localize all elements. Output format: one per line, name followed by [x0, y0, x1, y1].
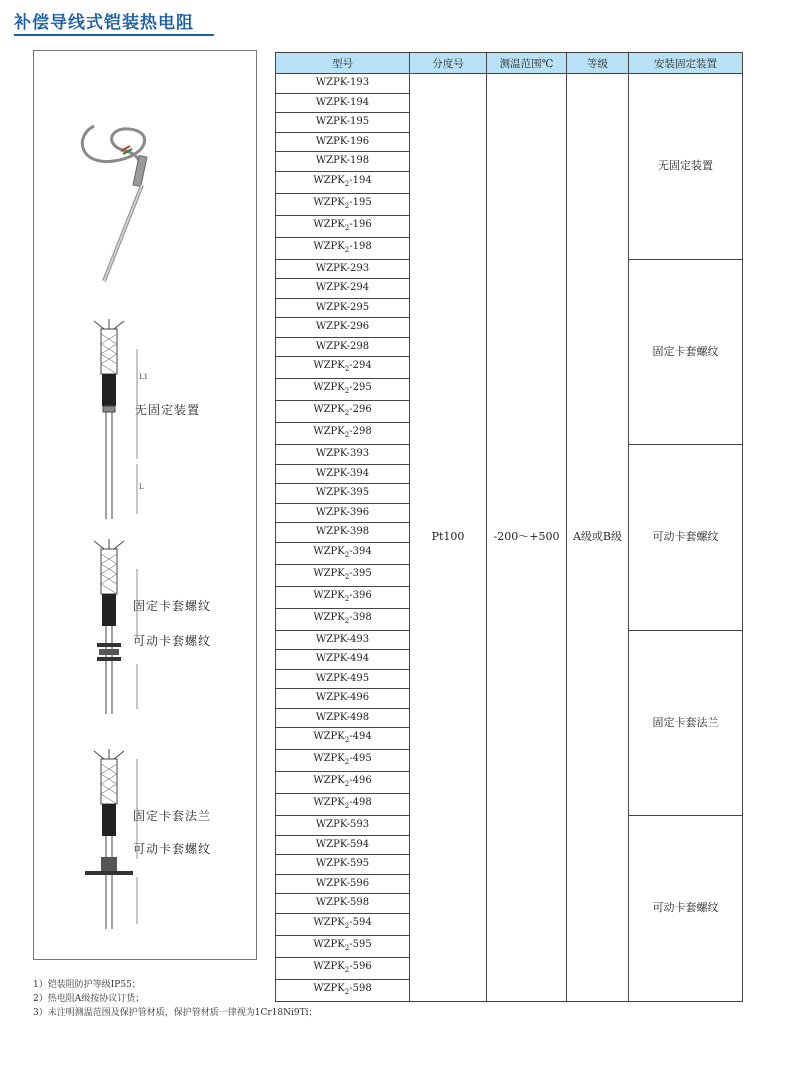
model-cell: $WZPK_2-294$	[276, 357, 410, 379]
model-cell: WZPK-494	[276, 650, 410, 670]
model-cell: WZPK-198	[276, 152, 410, 172]
range-cell: -200～+500	[487, 74, 567, 1002]
sensor-cable-drawing	[34, 51, 256, 301]
model-cell: $WZPK_2-194$	[276, 171, 410, 193]
model-cell: $WZPK_2-594$	[276, 913, 410, 935]
model-cell: WZPK-398	[276, 523, 410, 543]
model-cell: WZPK-194	[276, 93, 410, 113]
model-cell: $WZPK_2-495$	[276, 750, 410, 772]
model-cell: WZPK-593	[276, 816, 410, 836]
model-cell: WZPK-496	[276, 689, 410, 709]
footnote-2: 2）热电阻A级按协议订货；	[33, 994, 145, 1004]
model-cell: $WZPK_2-596$	[276, 957, 410, 979]
model-cell: WZPK-595	[276, 855, 410, 875]
mount-cell: 固定卡套螺纹	[629, 259, 743, 445]
model-cell: $WZPK_2-198$	[276, 237, 410, 259]
model-cell: $WZPK_2-298$	[276, 423, 410, 445]
label-no-fixing: 无固定装置	[135, 403, 201, 417]
model-cell: WZPK-396	[276, 503, 410, 523]
model-cell: WZPK-395	[276, 484, 410, 504]
model-cell: WZPK-596	[276, 874, 410, 894]
model-cell: $WZPK_2-496$	[276, 772, 410, 794]
model-cell: WZPK-195	[276, 113, 410, 133]
model-cell: WZPK-394	[276, 464, 410, 484]
model-cell: WZPK-294	[276, 279, 410, 299]
model-cell: $WZPK_2-195$	[276, 193, 410, 215]
header-model: 型号	[276, 53, 410, 74]
probe-drawing-thread	[59, 539, 159, 719]
footnote-1: 1）铠装阻防护等级IP55；	[33, 980, 141, 990]
model-cell: $WZPK_2-494$	[276, 728, 410, 750]
mount-cell: 无固定装置	[629, 74, 743, 260]
model-cell: WZPK-493	[276, 630, 410, 650]
model-cell: $WZPK_2-295$	[276, 379, 410, 401]
model-cell: WZPK-293	[276, 259, 410, 279]
table-header-row	[276, 53, 743, 74]
spec-table	[275, 52, 743, 1002]
diagram-panel	[33, 50, 257, 960]
page-title: 补偿导线式铠装热电阻	[14, 13, 194, 33]
header-index-no: 分度号	[410, 53, 487, 74]
model-cell: $WZPK_2-398$	[276, 608, 410, 630]
model-cell: $WZPK_2-595$	[276, 935, 410, 957]
model-cell: WZPK-193	[276, 74, 410, 94]
mount-cell: 可动卡套螺纹	[629, 816, 743, 1002]
label-movable-thread: 可动卡套螺纹	[133, 634, 212, 648]
header-mount: 安装固定装置	[629, 53, 743, 74]
model-cell: WZPK-498	[276, 708, 410, 728]
probe-drawing-no-fixing	[59, 319, 159, 519]
model-cell: $WZPK_2-598$	[276, 979, 410, 1001]
model-cell: WZPK-495	[276, 669, 410, 689]
model-cell: $WZPK_2-394$	[276, 542, 410, 564]
footnotes	[33, 978, 317, 1020]
footnote-3: 3）未注明测温范围及保护管材质，保护管材质一律视为1Cr18Ni9Ti；	[33, 1008, 318, 1018]
model-cell: $WZPK_2-196$	[276, 215, 410, 237]
model-cell: WZPK-594	[276, 835, 410, 855]
model-cell: $WZPK_2-296$	[276, 401, 410, 423]
model-cell: WZPK-296	[276, 318, 410, 338]
model-cell: WZPK-196	[276, 132, 410, 152]
model-cell: WZPK-295	[276, 298, 410, 318]
model-cell: $WZPK_2-396$	[276, 586, 410, 608]
model-cell: $WZPK_2-395$	[276, 564, 410, 586]
label-fixed-thread: 固定卡套螺纹	[133, 599, 212, 613]
label-movable-thread-2: 可动卡套螺纹	[133, 842, 212, 856]
mount-cell: 固定卡套法兰	[629, 630, 743, 816]
label-fixed-flange: 固定卡套法兰	[133, 809, 212, 823]
header-range: 测温范围℃	[487, 53, 567, 74]
model-cell: WZPK-598	[276, 894, 410, 914]
dim-label-l1: L1	[139, 373, 149, 381]
dim-label-l: L	[139, 483, 144, 491]
mount-cell: 可动卡套螺纹	[629, 445, 743, 631]
model-cell: WZPK-393	[276, 445, 410, 465]
title-underline	[14, 34, 214, 36]
model-cell: WZPK-298	[276, 337, 410, 357]
model-cell: $WZPK_2-498$	[276, 794, 410, 816]
index-no-cell: Pt100	[410, 74, 487, 1002]
table-row	[276, 74, 743, 94]
grade-cell: A级或B级	[567, 74, 629, 1002]
header-grade: 等级	[567, 53, 629, 74]
